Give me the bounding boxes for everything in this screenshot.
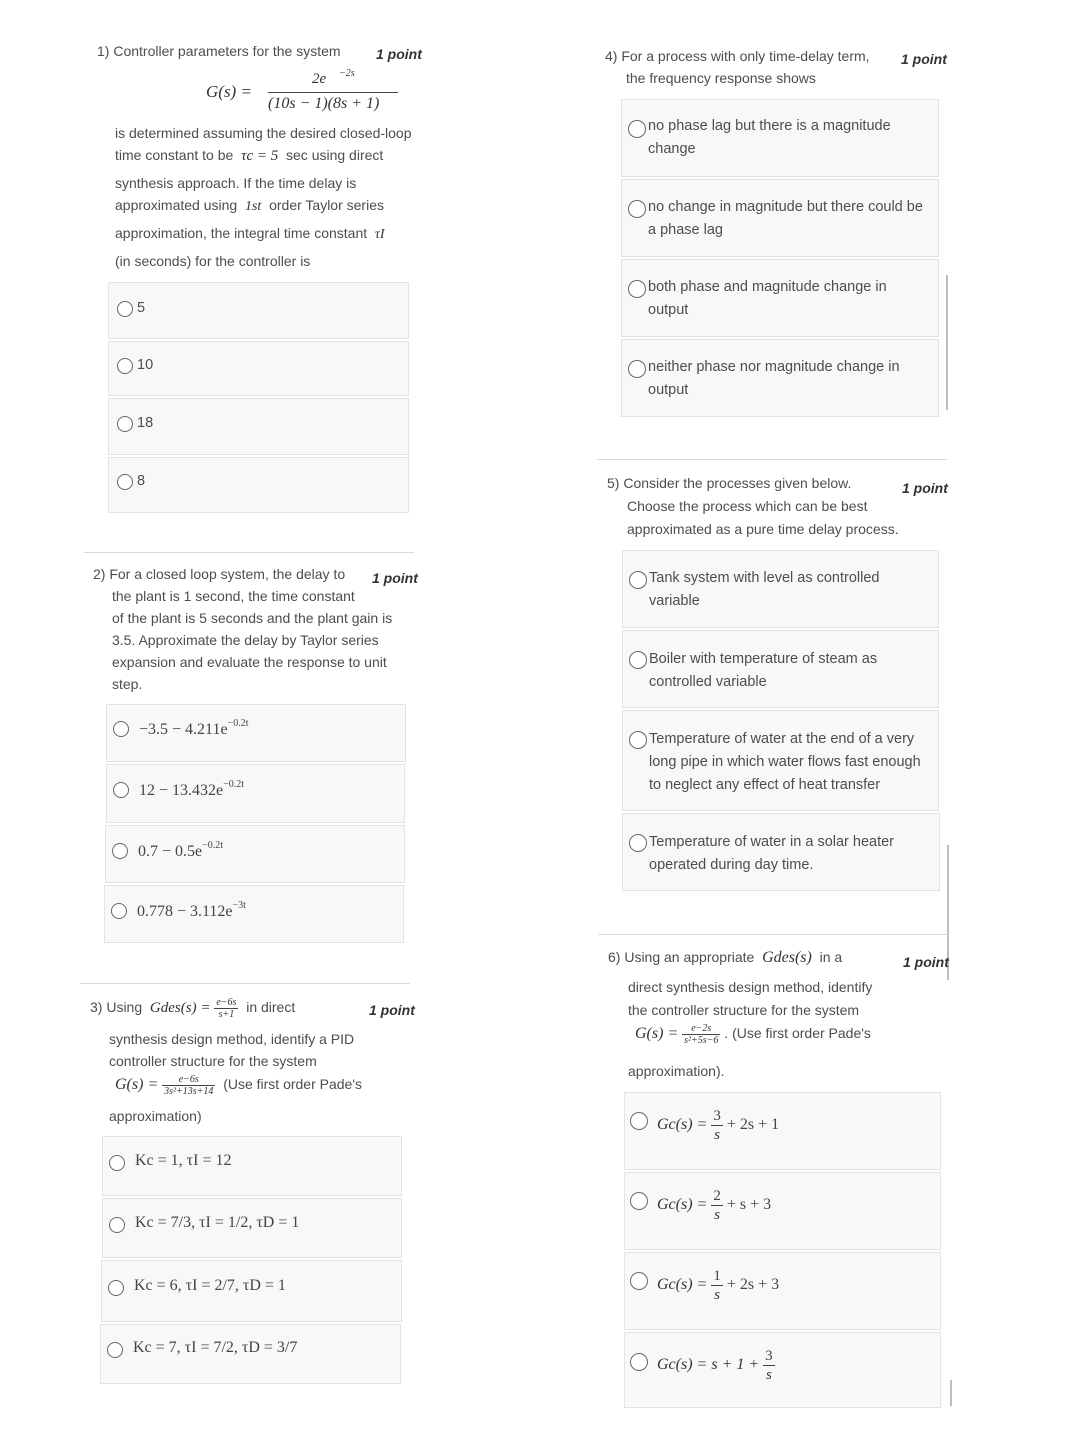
q1-line3: synthesis approach. If the time delay is: [115, 175, 357, 191]
q5-line: approximated as a pure time delay process.: [627, 521, 899, 537]
q2-option[interactable]: [104, 885, 404, 943]
q6-g-lhs: G(s) =: [635, 1025, 679, 1042]
radio-button[interactable]: [629, 571, 647, 589]
q6-option-math: Gc(s) = $\frac{3}{s}$ + 2s + 1: [657, 1108, 780, 1143]
q3-points: 1 point: [369, 1002, 415, 1018]
radio-button[interactable]: [112, 843, 128, 859]
q5-option[interactable]: [622, 630, 939, 708]
q2-line: step.: [112, 676, 143, 692]
q4-option-line: output: [648, 382, 689, 398]
q4-line: 4) For a process with only time-delay term,: [605, 48, 870, 64]
q1-fraction-bar: [268, 92, 398, 93]
q1-option-label: 5: [137, 300, 146, 316]
q5-option-line: to neglect any effect of heat transfer: [649, 777, 881, 793]
q4-option-line: both phase and magnitude change in: [648, 279, 887, 295]
q4-line: the frequency response shows: [626, 70, 816, 86]
divider: [80, 983, 410, 984]
radio-button[interactable]: [113, 782, 129, 798]
q4-option-line: no change in magnitude but there could be: [648, 199, 923, 215]
q1-tau-i: τI: [374, 227, 385, 242]
q5-option-line: long pipe in which water flows fast enough: [649, 754, 921, 770]
q1-eq-lhs: G(s) =: [206, 82, 252, 101]
q4-option-line: change: [648, 141, 696, 157]
q4-points: 1 point: [901, 51, 947, 67]
q5-option-line: Temperature of water in a solar heater: [649, 834, 895, 850]
scrollbar[interactable]: [946, 275, 948, 410]
radio-button[interactable]: [630, 1272, 648, 1290]
q2-line: the plant is 1 second, the time constant: [112, 588, 355, 604]
q2-option[interactable]: [106, 704, 406, 762]
q1-line2: time constant to be τc = 5 sec using direct: [115, 147, 384, 164]
radio-button[interactable]: [629, 834, 647, 852]
radio-button[interactable]: [109, 1217, 125, 1233]
q5-line: 5) Consider the processes given below.: [607, 475, 852, 491]
divider: [597, 459, 947, 460]
q3-line3: controller structure for the system: [109, 1053, 317, 1069]
q6-gdes: Gdes(s): [762, 949, 812, 966]
q4-option[interactable]: [621, 99, 939, 177]
q3-line2: synthesis design method, identify a PID: [109, 1031, 355, 1047]
q6-option-math: Gc(s) = s + 1 + $\frac{3}{s}$: [657, 1348, 773, 1383]
q2-option-math: $12 - 13.432e^{-0.2t}$: [139, 779, 245, 799]
q6-line5: approximation).: [628, 1063, 725, 1079]
q5-points: 1 point: [902, 480, 948, 496]
q1-option-label: 10: [137, 357, 154, 373]
radio-button[interactable]: [117, 301, 133, 317]
radio-button[interactable]: [630, 1112, 648, 1130]
scrollbar[interactable]: [950, 1380, 952, 1406]
q4-option-line: output: [648, 302, 689, 318]
q1-option[interactable]: [108, 398, 409, 455]
q5-option-line: controlled variable: [649, 674, 767, 690]
q6-g-frac: $\frac{e-2s}{\text{s²+5s−6}}$: [684, 1022, 719, 1046]
q1-eq-num: 2e: [312, 71, 327, 87]
q1-option-label: 18: [137, 415, 154, 431]
q1-option[interactable]: [108, 282, 409, 339]
radio-button[interactable]: [113, 721, 129, 737]
q5-option-line: variable: [649, 593, 700, 609]
q1-equation: [206, 68, 426, 118]
q6-line4: G(s) = $\frac{e-2s}{\text{s²+5s−6}}$ . (Use first order Pade's: [635, 1022, 871, 1046]
q2-points: 1 point: [372, 570, 418, 586]
q4-option[interactable]: [621, 259, 939, 337]
q3-option[interactable]: [102, 1136, 402, 1196]
q3-option-math: Kc = 6, τI = 2/7, τD = 1: [134, 1277, 286, 1294]
q4-option[interactable]: [621, 179, 939, 257]
q3-g-lhs: G(s) =: [115, 1076, 159, 1093]
q3-gdes: Gdes(s) =: [149, 1000, 211, 1016]
radio-button[interactable]: [109, 1155, 125, 1171]
q6-option-math: Gc(s) = $\frac{1}{s}$ + 2s + 3: [657, 1268, 780, 1303]
q3-g-frac: $\frac{e-6s}{\text{3s²+13s+14}}$: [164, 1073, 214, 1097]
q3-option-math: Kc = 1, τI = 12: [135, 1152, 232, 1169]
q1-tau-c: τc = 5: [241, 148, 279, 164]
q3-option[interactable]: [101, 1260, 402, 1322]
q1-eq-num-exp: −2s: [339, 68, 355, 79]
q2-line: 3.5. Approximate the delay by Taylor series: [112, 632, 379, 648]
q3-line4: G(s) = $\frac{e-6s}{\text{3s²+13s+14}}$ (Use first order Pade's: [115, 1073, 363, 1097]
q5-option[interactable]: [622, 710, 939, 811]
q6-option[interactable]: [624, 1332, 941, 1408]
q6-line2: direct synthesis design method, identify: [628, 979, 873, 995]
q1-option-label: 8: [137, 473, 146, 489]
radio-button[interactable]: [630, 1353, 648, 1371]
divider: [598, 934, 948, 935]
radio-button[interactable]: [628, 120, 646, 138]
q6-option[interactable]: [624, 1172, 941, 1250]
q2-option[interactable]: [106, 764, 405, 823]
q2-line: expansion and evaluate the response to unit: [112, 654, 387, 670]
q1-line5: approximation, the integral time constant τI: [115, 225, 385, 242]
q5-option[interactable]: [622, 550, 939, 628]
radio-button[interactable]: [628, 200, 646, 218]
q5-option-line: Tank system with level as controlled: [649, 570, 880, 586]
divider: [84, 552, 414, 553]
q5-option[interactable]: [622, 813, 940, 891]
q1-line6: (in seconds) for the controller is: [115, 253, 311, 269]
q1-order: 1st: [244, 199, 262, 214]
q3-title: 3) Using Gdes(s) = $\frac{e-6s}{s+1}$ in direct: [90, 996, 296, 1020]
q3-option[interactable]: [102, 1198, 402, 1258]
q1-line4: approximated using 1st order Taylor series: [115, 197, 384, 214]
q6-line3: the controller structure for the system: [628, 1002, 860, 1018]
q1-points: 1 point: [376, 46, 422, 62]
q6-title: 6) Using an appropriate Gdes(s) in a: [608, 949, 843, 966]
radio-button[interactable]: [629, 651, 647, 669]
q2-option-math: $0.7 - 0.5e^{-0.2t}$: [138, 840, 224, 860]
q5-line: Choose the process which can be best: [627, 498, 868, 514]
q3-line5: approximation): [109, 1108, 202, 1124]
radio-button[interactable]: [107, 1342, 123, 1358]
q2-line: 2) For a closed loop system, the delay to: [93, 566, 346, 582]
radio-button[interactable]: [117, 474, 133, 490]
q1-option[interactable]: [108, 341, 409, 396]
q6-points: 1 point: [903, 954, 949, 970]
q5-option-line: operated during day time.: [649, 857, 814, 873]
q3-option-math: Kc = 7/3, τI = 1/2, τD = 1: [135, 1214, 300, 1231]
q2-option[interactable]: [105, 825, 405, 883]
radio-button[interactable]: [629, 731, 647, 749]
q2-option-math: $-3.5 - 4.211e^{-0.2t}$: [139, 718, 249, 738]
radio-button[interactable]: [117, 358, 133, 374]
radio-button[interactable]: [630, 1192, 648, 1210]
q4-option-line: no phase lag but there is a magnitude: [648, 118, 891, 134]
radio-button[interactable]: [108, 1280, 124, 1296]
q6-option-math: Gc(s) = $\frac{2}{s}$ + s + 3: [657, 1188, 772, 1223]
q1-eq-den: (10s − 1)(8s + 1): [268, 95, 380, 112]
q1-option[interactable]: [108, 457, 409, 513]
q5-option-line: Temperature of water at the end of a very: [649, 731, 915, 747]
q1-title: 1) Controller parameters for the system: [97, 43, 341, 59]
q4-option[interactable]: [621, 339, 939, 417]
q6-option[interactable]: [624, 1252, 941, 1330]
q1-line1: is determined assuming the desired closed-loop: [115, 125, 412, 141]
radio-button[interactable]: [117, 416, 133, 432]
q5-option-line: Boiler with temperature of steam as: [649, 651, 878, 667]
q3-option-math: Kc = 7, τI = 7/2, τD = 3/7: [133, 1339, 298, 1356]
q6-option[interactable]: [624, 1092, 941, 1170]
radio-button[interactable]: [628, 360, 646, 378]
q3-gdes-frac: $\frac{e-6s}{s+1}$: [216, 996, 237, 1020]
radio-button[interactable]: [111, 903, 127, 919]
q2-option-math: $0.778 - 3.112e^{-3t}$: [137, 900, 246, 920]
radio-button[interactable]: [628, 280, 646, 298]
q3-option[interactable]: [100, 1324, 401, 1384]
q2-line: of the plant is 5 seconds and the plant gain is: [112, 610, 393, 626]
q4-option-line: neither phase nor magnitude change in: [648, 359, 900, 375]
q4-option-line: a phase lag: [648, 222, 723, 238]
